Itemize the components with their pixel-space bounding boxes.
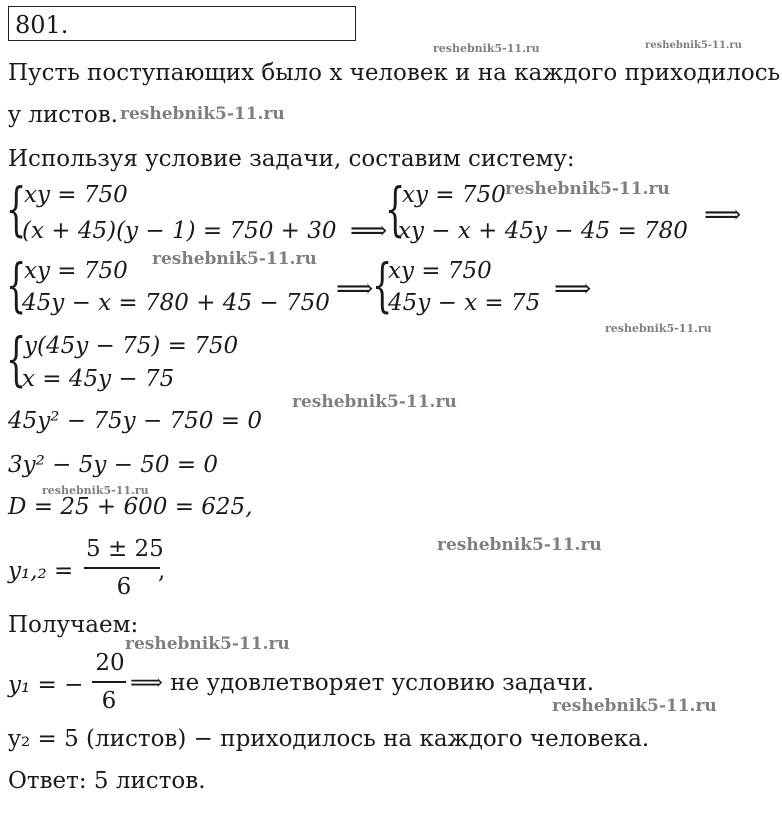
y1-denominator: 6 (101, 688, 117, 714)
roots-denominator: 6 (116, 574, 132, 600)
watermark: reshebnik5-11.ru (552, 696, 717, 716)
sys3-eq-a: xy = 750 (24, 258, 128, 284)
implies-arrow: ⟹ (336, 274, 374, 304)
intro-line-2: y листов. (8, 102, 118, 128)
fraction-bar (84, 567, 160, 569)
fraction-bar (92, 681, 126, 683)
sys1-eq-b: (x + 45)(y − 1) = 750 + 30 (22, 218, 337, 244)
brace: { (372, 251, 393, 319)
system-intro: Используя условие задачи, составим систему: (8, 146, 575, 172)
watermark: reshebnik5-11.ru (42, 484, 149, 497)
watermark: reshebnik5-11.ru (292, 392, 457, 412)
watermark: reshebnik5-11.ru (152, 249, 317, 269)
equation-2: 3y² − 5y − 50 = 0 (8, 452, 219, 478)
y1-conclusion: ⟹ не удовлетворяет условию задачи. (130, 670, 595, 696)
sys3-eq-b: 45y − x = 780 + 45 − 750 (22, 290, 330, 316)
watermark: reshebnik5-11.ru (125, 634, 290, 654)
sys4-eq-a: xy = 750 (388, 258, 492, 284)
roots-numerator: 5 ± 25 (86, 536, 164, 562)
watermark: reshebnik5-11.ru (433, 42, 540, 55)
sys5-eq-a: y(45y − 75) = 750 (24, 333, 239, 359)
roots-lhs: y₁,₂ = (8, 558, 74, 584)
implies-arrow: ⟹ (704, 200, 742, 230)
brace: { (6, 325, 27, 393)
y2-line: y₂ = 5 (листов) − приходилось на каждого человека. (8, 726, 650, 752)
brace: { (6, 175, 27, 243)
watermark: reshebnik5-11.ru (505, 179, 670, 199)
y1-lhs: y₁ = − (8, 672, 84, 698)
sys2-eq-a: xy = 750 (402, 182, 506, 208)
implies-arrow: ⟹ (350, 216, 388, 246)
brace: { (6, 251, 27, 319)
intro-line-1: Пусть поступающих было x человек и на каждого приходилось (8, 60, 781, 86)
problem-number-box (8, 6, 356, 41)
watermark: reshebnik5-11.ru (605, 322, 712, 335)
sys1-eq-a: xy = 750 (24, 182, 128, 208)
sys5-eq-b: x = 45y − 75 (22, 366, 175, 392)
y1-numerator: 20 (95, 650, 125, 676)
watermark: reshebnik5-11.ru (120, 104, 285, 124)
roots-tail: , (158, 558, 166, 584)
sys2-eq-b: xy − x + 45y − 45 = 780 (398, 218, 688, 244)
brace: { (385, 175, 406, 243)
watermark: reshebnik5-11.ru (437, 535, 602, 555)
result-label: Получаем: (8, 612, 139, 638)
sys4-eq-b: 45y − x = 75 (388, 290, 541, 316)
answer: Ответ: 5 листов. (8, 768, 206, 794)
watermark: reshebnik5-11.ru (645, 40, 742, 51)
discriminant: D = 25 + 600 = 625, (8, 494, 253, 520)
implies-arrow: ⟹ (554, 274, 592, 304)
equation-1: 45y² − 75y − 750 = 0 (8, 408, 262, 434)
problem-number: 801. (15, 11, 69, 39)
